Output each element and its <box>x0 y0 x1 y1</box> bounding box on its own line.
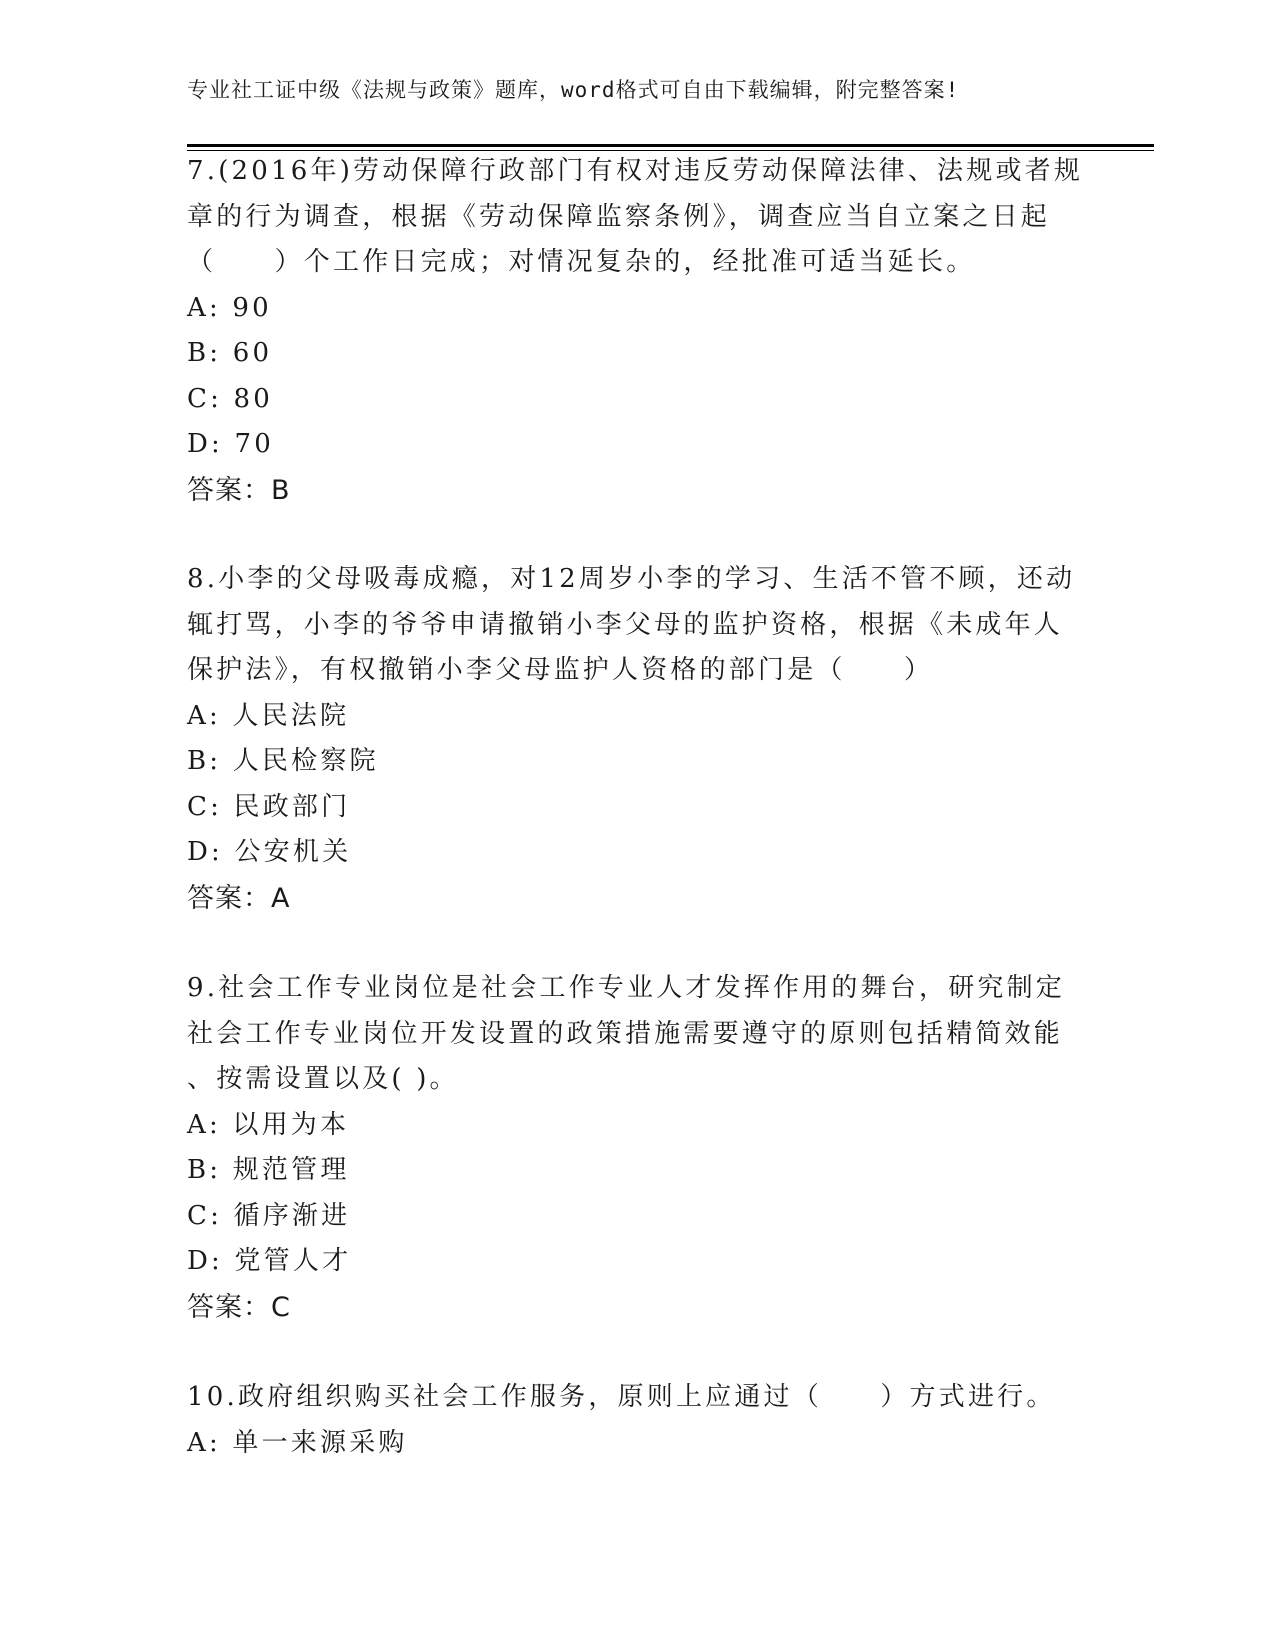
option-c: C: 民政部门 <box>187 791 351 822</box>
question-text <box>187 149 1087 286</box>
option-c: C: 80 <box>187 383 274 414</box>
answer-label: 答案：B <box>187 474 291 506</box>
question-line: （ ）个工作日完成；对情况复杂的，经批准可适当延长。 <box>187 247 976 277</box>
header-rule-thick <box>187 144 1154 147</box>
question-line: 辄打骂，小李的爷爷申请撤销小李父母的监护资格，根据《未成年人 <box>187 609 1064 640</box>
document-header: 专业社工证中级《法规与政策》题库，word格式可自由下载编辑，附完整答案! <box>187 78 960 102</box>
question-line: 7.(2016年)劳动保障行政部门有权对违反劳动保障法律、法规或者规 <box>187 156 1084 186</box>
answer-label: 答案：A <box>187 882 291 914</box>
answer-label: 答案：C <box>187 1291 291 1323</box>
question-line: 章的行为调查，根据《劳动保障监察条例》，调查应当自立案之日起 <box>187 201 1051 232</box>
question-line: 社会工作专业岗位开发设置的政策措施需要遵守的原则包括精简效能 <box>187 1018 1064 1049</box>
question-text <box>187 557 1087 694</box>
question-line: 10.政府组织购买社会工作服务，原则上应通过（ ）方式进行。 <box>187 1382 1056 1412</box>
option-b: B: 人民检察院 <box>187 746 379 776</box>
question-line: 保护法》，有权撤销小李父母监护人资格的部门是（ ） <box>187 655 934 685</box>
question-text <box>187 1375 1087 1421</box>
option-a: A: 人民法院 <box>187 700 350 731</box>
option-a: A: 单一来源采购 <box>187 1427 408 1458</box>
option-d: D: 党管人才 <box>187 1246 352 1276</box>
question-line: 8.小李的父母吸毒成瘾，对12周岁小李的学习、生活不管不顾，还动 <box>187 564 1076 594</box>
question-10 <box>187 1375 1087 1466</box>
option-a: A: 90 <box>187 292 272 323</box>
question-line: 9.社会工作专业岗位是社会工作专业人才发挥作用的舞台，研究制定 <box>187 973 1066 1003</box>
question-8 <box>187 557 1087 921</box>
question-9 <box>187 966 1087 1330</box>
question-text <box>187 966 1087 1103</box>
option-a: A: 以用为本 <box>187 1109 350 1140</box>
question-line: 、按需设置以及( )。 <box>187 1064 459 1094</box>
option-d: D: 70 <box>187 429 274 459</box>
option-c: C: 循序渐进 <box>187 1200 351 1231</box>
option-b: B: 规范管理 <box>187 1155 350 1185</box>
question-7 <box>187 149 1087 513</box>
option-b: B: 60 <box>187 338 273 368</box>
option-d: D: 公安机关 <box>187 837 352 867</box>
